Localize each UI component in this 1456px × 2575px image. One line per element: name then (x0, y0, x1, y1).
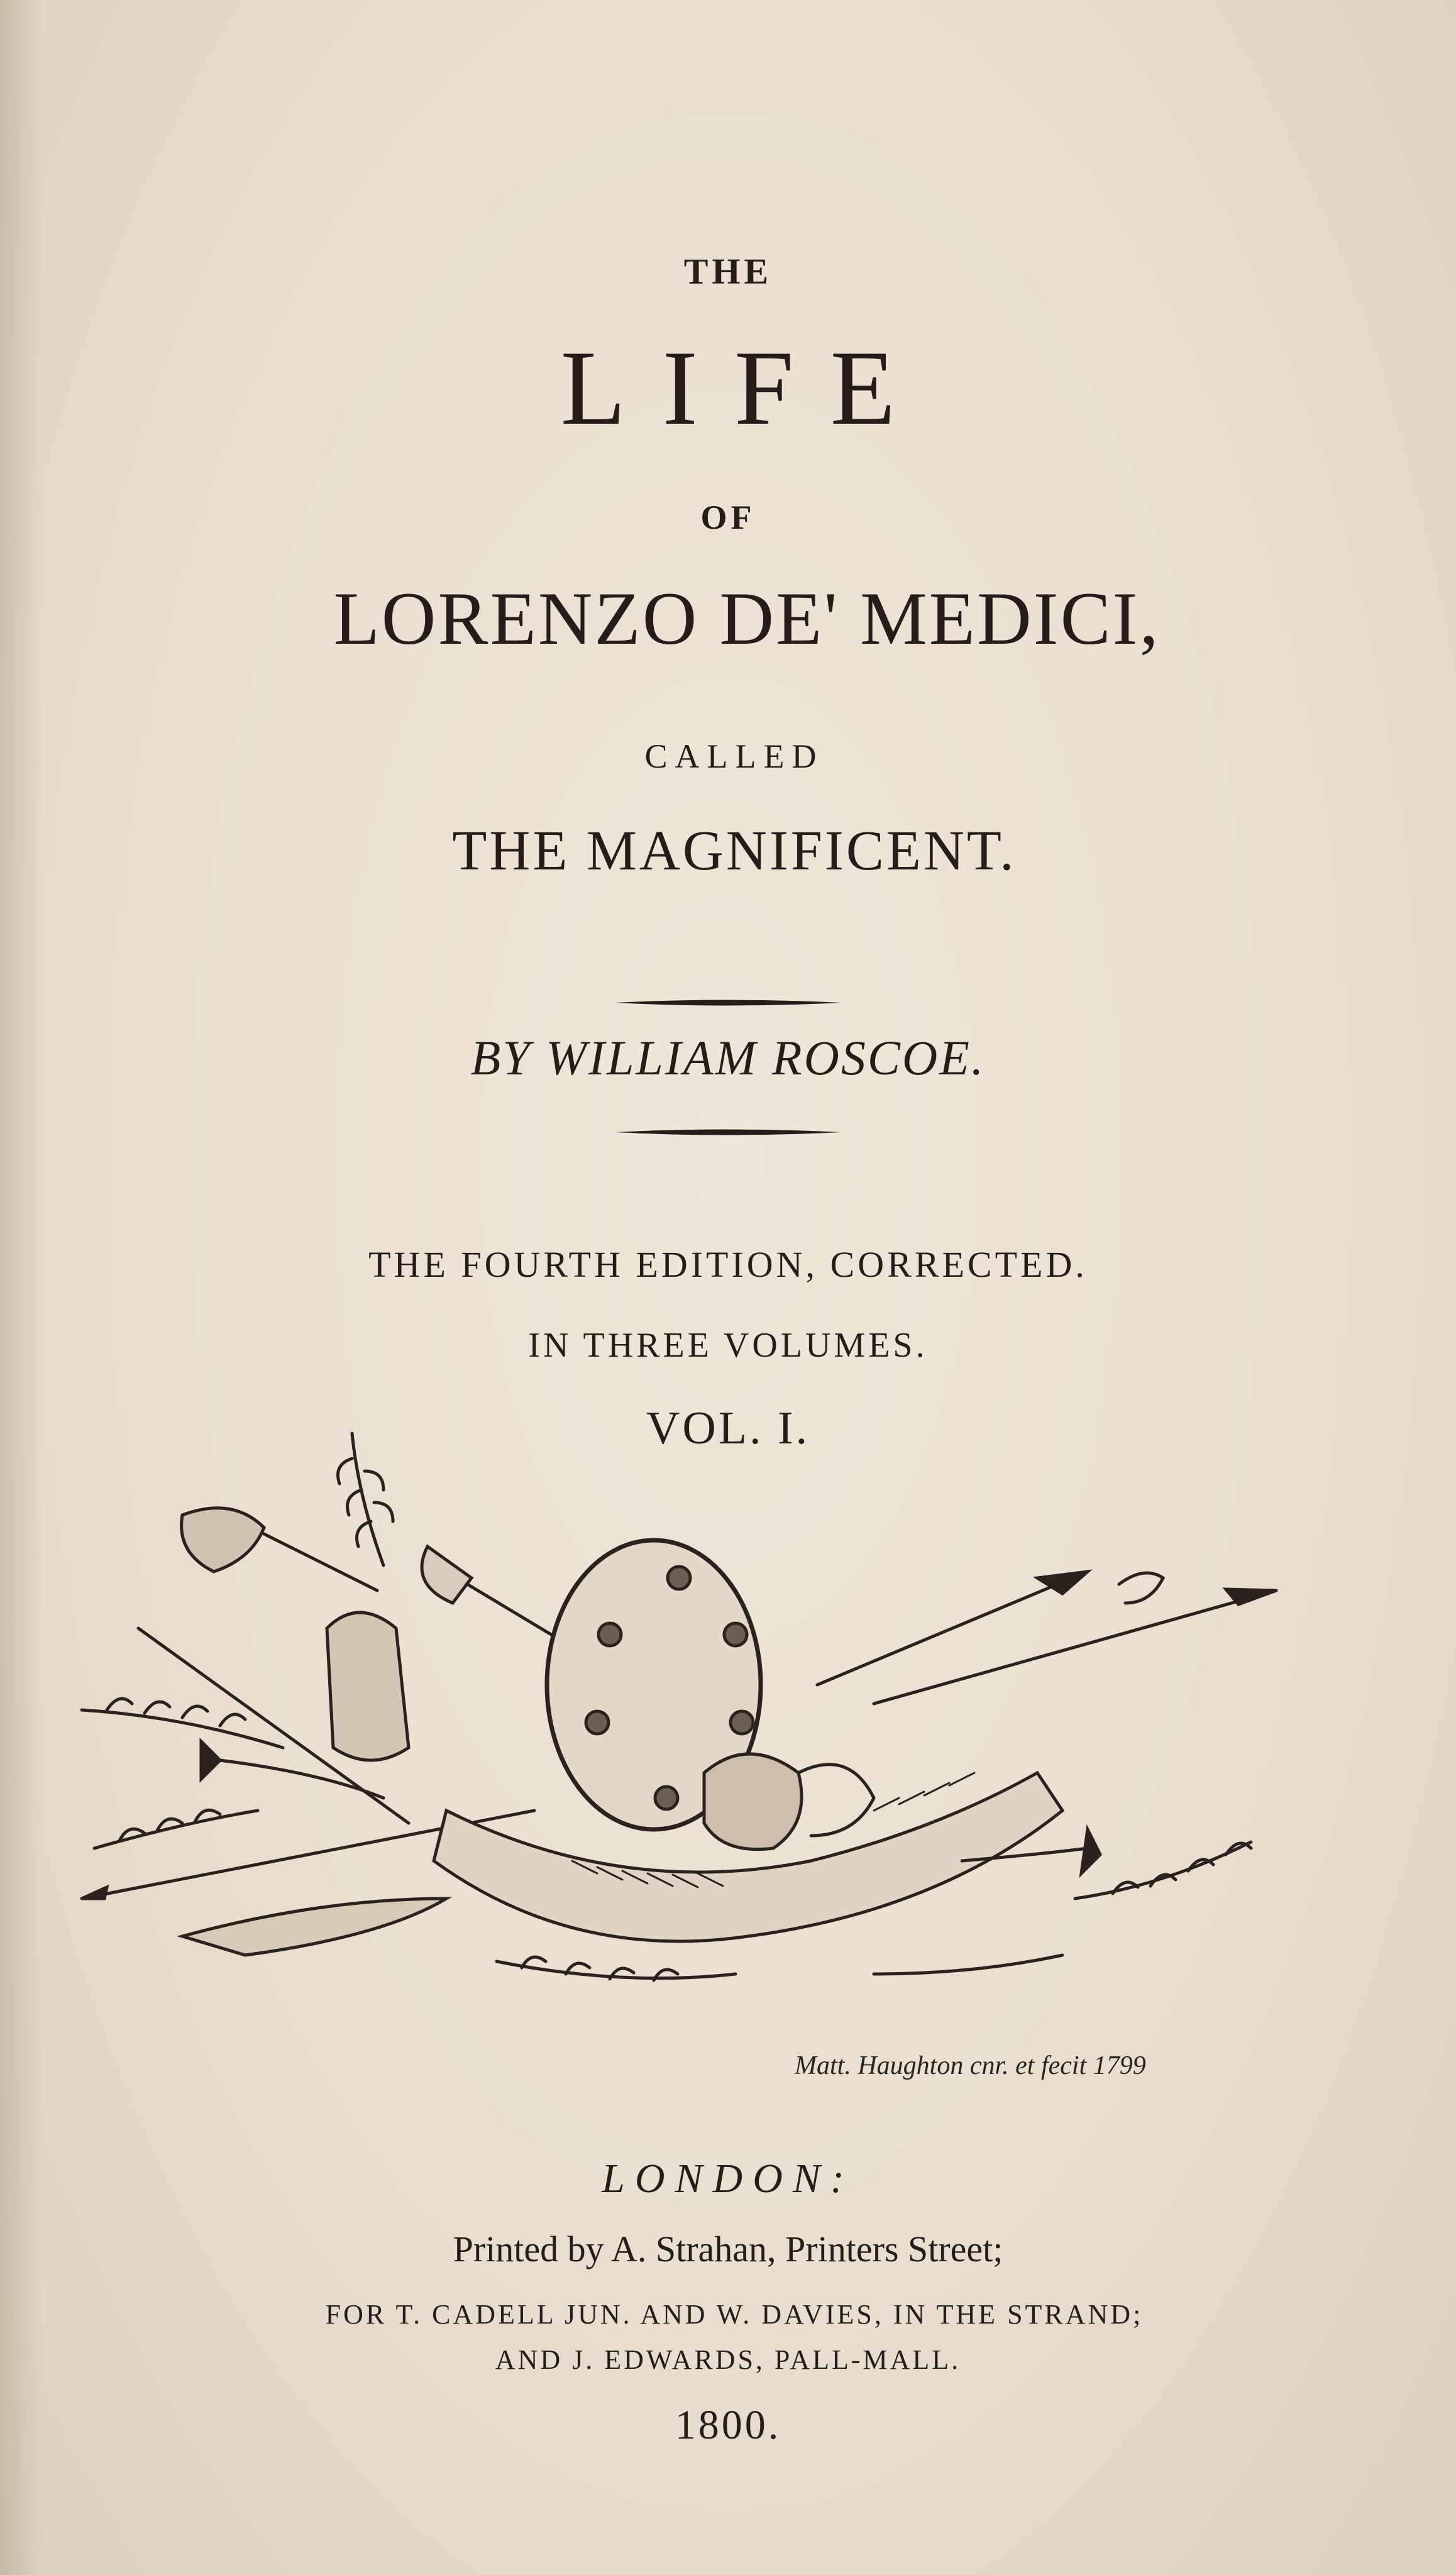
volumes-line: IN THREE VOLUMES. (528, 1326, 928, 1365)
imprint-publishers-1: FOR T. CADELL JUN. AND W. DAVIES, IN THE STRAND; (325, 2299, 1144, 2330)
title-epithet: THE MAGNIFICENT. (452, 820, 1017, 882)
trophy-of-arms-engraving-icon (57, 1421, 1289, 2024)
title-of: OF (700, 499, 756, 536)
imprint-publishers-2: AND J. EDWARDS, PALL-MALL. (495, 2344, 961, 2375)
title-life: LIFE (560, 329, 932, 447)
title-the: THE (683, 251, 773, 292)
author-line: BY WILLIAM ROSCOE. (470, 1030, 986, 1085)
title-called: CALLED (644, 737, 824, 775)
ornamental-rule-top (615, 997, 841, 1008)
title-subject: LORENZO DE' MEDICI, (333, 576, 1161, 660)
volume-number: VOL. I. (646, 1403, 810, 1454)
imprint-year: 1800. (675, 2402, 781, 2448)
imprint-place: LONDON: (602, 2156, 854, 2202)
ornamental-rule-bottom (615, 1127, 841, 1138)
engraver-credit: Matt. Haughton cnr. et fecit 1799 (795, 2051, 1146, 2080)
edition-line: THE FOURTH EDITION, CORRECTED. (368, 1244, 1088, 1285)
imprint-printer: Printed by A. Strahan, Printers Street; (453, 2229, 1003, 2269)
